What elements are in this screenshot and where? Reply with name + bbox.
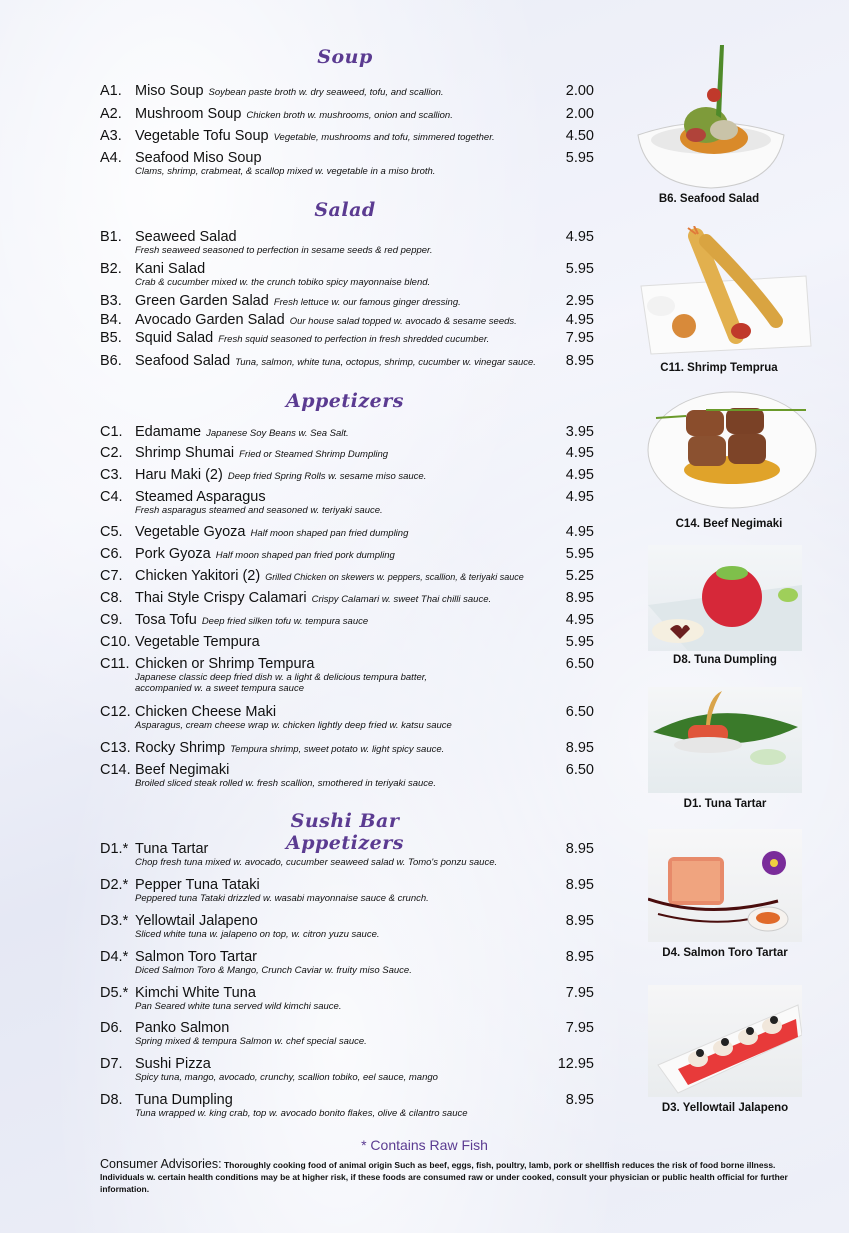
- item-description: Half moon shaped pan fried dumpling: [250, 528, 409, 539]
- photo-caption: D8. Tuna Dumpling: [673, 654, 777, 666]
- item-name: Chicken or Shrimp Tempura: [135, 656, 315, 672]
- menu-item-c8: [100, 590, 594, 606]
- item-name: Pork Gyoza: [135, 546, 211, 562]
- item-code: C10.: [100, 634, 131, 650]
- item-description: Half moon shaped pan fried pork dumpling: [215, 550, 395, 561]
- item-price: 12.95: [557, 1056, 594, 1072]
- menu-item-a3: [100, 128, 594, 144]
- item-description: Tempura shrimp, sweet potato w. light spicy sauce.: [230, 744, 445, 755]
- item-code: C5.: [100, 524, 123, 540]
- salmon-toro-tartar-photo: [648, 829, 802, 942]
- item-code: C12.: [100, 704, 131, 720]
- menu-item-a1: [100, 83, 594, 99]
- menu-item-d7: [100, 1056, 594, 1083]
- item-description: Spring mixed & tempura Salmon w. chef special sauce.: [135, 1036, 367, 1047]
- item-name: Chicken Yakitori (2): [135, 568, 261, 584]
- item-description: Tuna wrapped w. king crab, top w. avocado bonito flakes, olive & cilantro sauce: [135, 1108, 468, 1119]
- menu-item-c2: [100, 445, 594, 461]
- item-name: Vegetable Tempura: [135, 634, 260, 650]
- menu-item-a4: [100, 150, 594, 177]
- item-code: C6.: [100, 546, 123, 562]
- item-price: 7.95: [565, 985, 594, 1001]
- item-price: 4.95: [565, 524, 594, 540]
- photo-caption: D4. Salmon Toro Tartar: [662, 947, 788, 959]
- advisory-label: Consumer Advisories:: [100, 1157, 222, 1171]
- photo-caption: D1. Tuna Tartar: [683, 798, 767, 810]
- item-description: Peppered tuna Tataki drizzled w. wasabi mayonnaise sauce & crunch.: [135, 893, 429, 904]
- item-name: Sushi Pizza: [135, 1056, 211, 1072]
- item-name: Tuna Dumpling: [135, 1092, 233, 1108]
- menu-item-c7: [100, 568, 594, 584]
- photo-caption: C14. Beef Negimaki: [675, 518, 783, 530]
- item-name: Beef Negimaki: [135, 762, 230, 778]
- item-price: 5.95: [565, 634, 594, 650]
- item-code: C2.: [100, 445, 123, 461]
- item-description: Spicy tuna, mango, avocado, crunchy, scallion tobiko, eel sauce, mango: [135, 1072, 438, 1083]
- item-price: 5.95: [565, 546, 594, 562]
- item-name: Seafood Miso Soup: [135, 150, 262, 166]
- advisory-text: Thoroughly cooking food of animal origin Such as beef, eggs, fish, poultry, lamb, pork or shellfish reduces the risk of food borne illness.: [223, 1160, 776, 1170]
- menu-item-b2: [100, 261, 594, 288]
- tuna-tartar-photo: [648, 687, 802, 793]
- item-name: Mushroom Soup: [135, 106, 242, 122]
- consumer-advisory: [100, 1158, 820, 1195]
- item-code: D2.*: [100, 877, 129, 893]
- menu-item-b3: [100, 293, 594, 309]
- item-description: Broiled sliced steak rolled w. fresh scallion, smothered in teriyaki sauce.: [135, 778, 436, 789]
- menu-item-c10: [100, 634, 594, 650]
- item-price: 5.25: [565, 568, 594, 584]
- item-code: A1.: [100, 83, 122, 99]
- item-description: Our house salad topped w. avocado & sesame seeds.: [289, 316, 517, 327]
- tuna-dumpling-photo: [648, 545, 802, 651]
- item-price: 2.95: [565, 293, 594, 309]
- menu-item-d2: [100, 877, 594, 904]
- item-price: 8.95: [565, 590, 594, 606]
- menu-item-c9: [100, 612, 594, 628]
- item-name: Haru Maki (2): [135, 467, 223, 483]
- item-code: B6.: [100, 353, 122, 369]
- menu-item-d6: [100, 1020, 594, 1047]
- item-code: D8.: [100, 1092, 123, 1108]
- item-name: Avocado Garden Salad: [135, 312, 285, 328]
- menu-item-c13: [100, 740, 594, 756]
- item-price: 4.95: [565, 229, 594, 245]
- menu-item-d1: [100, 841, 594, 868]
- item-code: C4.: [100, 489, 123, 505]
- menu-item-b6: [100, 353, 594, 369]
- item-price: 2.00: [565, 106, 594, 122]
- item-code: C8.: [100, 590, 123, 606]
- item-price: 4.95: [565, 312, 594, 328]
- menu-item-c6: [100, 546, 594, 562]
- item-price: 4.95: [565, 612, 594, 628]
- item-price: 8.95: [565, 740, 594, 756]
- item-code: B1.: [100, 229, 122, 245]
- item-price: 7.95: [565, 1020, 594, 1036]
- item-name: Steamed Asparagus: [135, 489, 266, 505]
- photo-caption: C11. Shrimp Temprua: [660, 362, 778, 374]
- item-name: Thai Style Crispy Calamari: [135, 590, 307, 606]
- beef-negimaki-photo: [646, 388, 818, 512]
- item-description: Japanese classic deep fried dish w. a light & delicious tempura batter,: [135, 672, 428, 683]
- item-name: Miso Soup: [135, 83, 204, 99]
- item-code: A3.: [100, 128, 122, 144]
- item-code: C3.: [100, 467, 123, 483]
- menu-item-c3: [100, 467, 594, 483]
- item-price: 8.95: [565, 877, 594, 893]
- item-description: Fresh squid seasoned to perfection in fresh shredded cucumber.: [218, 334, 490, 345]
- section-title-appetizers: Appetizers: [286, 390, 404, 412]
- menu-item-b4: [100, 312, 594, 328]
- item-price: 8.95: [565, 949, 594, 965]
- item-description: Chicken broth w. mushrooms, onion and scallion.: [246, 110, 453, 121]
- item-price: 6.50: [565, 656, 594, 672]
- item-code: A2.: [100, 106, 122, 122]
- item-description: Chop fresh tuna mixed w. avocado, cucumber seaweed salad w. Tomo's ponzu sauce.: [135, 857, 498, 868]
- item-code: D7.: [100, 1056, 123, 1072]
- item-name: Chicken Cheese Maki: [135, 704, 277, 720]
- item-name: Panko Salmon: [135, 1020, 230, 1036]
- item-description: Tuna, salmon, white tuna, octopus, shrimp, cucumber w. vinegar sauce.: [235, 357, 536, 368]
- item-code: B4.: [100, 312, 122, 328]
- item-price: 4.95: [565, 467, 594, 483]
- item-description: Vegetable, mushrooms and tofu, simmered together.: [273, 132, 495, 143]
- item-code: C7.: [100, 568, 123, 584]
- item-price: 6.50: [565, 762, 594, 778]
- item-description: Deep fried Spring Rolls w. sesame miso sauce.: [227, 471, 427, 482]
- item-code: B2.: [100, 261, 122, 277]
- item-description: Asparagus, cream cheese wrap w. chicken lightly deep fried w. katsu sauce: [135, 720, 452, 731]
- menu-item-c11: [100, 656, 594, 694]
- item-price: 8.95: [565, 913, 594, 929]
- item-name: Squid Salad: [135, 330, 214, 346]
- item-price: 8.95: [565, 353, 594, 369]
- item-name: Shrimp Shumai: [135, 445, 235, 461]
- item-description: Soybean paste broth w. dry seaweed, tofu, and scallion.: [208, 87, 444, 98]
- item-description: Crispy Calamari w. sweet Thai chilli sauce.: [311, 594, 492, 605]
- item-price: 3.95: [565, 424, 594, 440]
- item-description: Clams, shrimp, crabmeat, & scallop mixed w. vegetable in a miso broth.: [135, 166, 436, 177]
- item-code: B3.: [100, 293, 122, 309]
- item-name: Kani Salad: [135, 261, 206, 277]
- section-title-sushi-bar: Sushi Bar Appetizers: [286, 810, 404, 854]
- raw-fish-footnote: * Contains Raw Fish: [361, 1137, 488, 1153]
- seafood-salad-photo: [636, 40, 786, 190]
- item-code: D6.: [100, 1020, 123, 1036]
- item-description: Fresh asparagus steamed and seasoned w. teriyaki sauce.: [135, 505, 383, 516]
- item-price: 4.50: [565, 128, 594, 144]
- item-description: Fried or Steamed Shrimp Dumpling: [239, 449, 389, 460]
- menu-item-d3: [100, 913, 594, 940]
- item-description: Sliced white tuna w. jalapeno on top, w. citron yuzu sauce.: [135, 929, 380, 940]
- item-name: Pepper Tuna Tataki: [135, 877, 260, 893]
- item-description: Fresh lettuce w. our famous ginger dressing.: [273, 297, 461, 308]
- item-price: 4.95: [565, 489, 594, 505]
- item-price: 4.95: [565, 445, 594, 461]
- item-code: B5.: [100, 330, 122, 346]
- item-name: Edamame: [135, 424, 202, 440]
- item-price: 5.95: [565, 261, 594, 277]
- item-name: Tosa Tofu: [135, 612, 197, 628]
- item-name: Rocky Shrimp: [135, 740, 226, 756]
- item-code: C14.: [100, 762, 131, 778]
- item-code: D5.*: [100, 985, 129, 1001]
- item-code: C1.: [100, 424, 123, 440]
- shrimp-tempura-photo: [636, 226, 816, 358]
- item-name: Seaweed Salad: [135, 229, 237, 245]
- item-price: 8.95: [565, 1092, 594, 1108]
- menu-item-d8: [100, 1092, 594, 1119]
- menu-item-c1: [100, 424, 594, 440]
- menu-item-d4: [100, 949, 594, 976]
- item-code: C13.: [100, 740, 131, 756]
- item-description: Grilled Chicken on skewers w. peppers, scallion, & teriyaki sauce: [265, 572, 524, 582]
- menu-item-a2: [100, 106, 594, 122]
- yellowtail-jalapeno-photo: [648, 985, 802, 1097]
- item-name: Tuna Tartar: [135, 841, 209, 857]
- item-description-cont: accompanied w. a sweet tempura sauce: [135, 683, 304, 694]
- item-name: Salmon Toro Tartar: [135, 949, 257, 965]
- photo-caption: D3. Yellowtail Jalapeno: [661, 1102, 789, 1114]
- menu-item-c5: [100, 524, 594, 540]
- section-title-soup: Soup: [317, 46, 373, 68]
- menu-item-b1: [100, 229, 594, 256]
- menu-item-c4: [100, 489, 594, 516]
- item-name: Vegetable Gyoza: [135, 524, 246, 540]
- item-description: Deep fried silken tofu w. tempura sauce: [201, 616, 369, 627]
- menu-item-c14: [100, 762, 594, 789]
- item-description: Diced Salmon Toro & Mango, Crunch Caviar w. fruity miso Sauce.: [135, 965, 412, 976]
- item-description: Pan Seared white tuna served wild kimchi sauce.: [135, 1001, 342, 1012]
- item-name: Yellowtail Jalapeno: [135, 913, 258, 929]
- item-code: A4.: [100, 150, 122, 166]
- item-code: D1.*: [100, 841, 129, 857]
- item-description: Crab & cucumber mixed w. the crunch tobiko spicy mayonnaise blend.: [135, 277, 431, 288]
- menu-item-b5: [100, 330, 594, 346]
- item-code: C11.: [100, 656, 130, 672]
- section-title-salad: Salad: [314, 199, 376, 221]
- item-name: Kimchi White Tuna: [135, 985, 256, 1001]
- item-code: C9.: [100, 612, 123, 628]
- item-price: 2.00: [565, 83, 594, 99]
- item-price: 7.95: [565, 330, 594, 346]
- photo-caption: B6. Seafood Salad: [658, 193, 760, 205]
- item-description: Japanese Soy Beans w. Sea Salt.: [206, 428, 349, 439]
- advisory-text-cont: Individuals w. certain health conditions may be at higher risk, if these foods are consumed raw or under cooked, consult your physician or public health official for further information.: [100, 1172, 788, 1194]
- item-name: Vegetable Tofu Soup: [135, 128, 269, 144]
- menu-item-d5: [100, 985, 594, 1012]
- item-name: Seafood Salad: [135, 353, 231, 369]
- item-name: Green Garden Salad: [135, 293, 269, 309]
- menu-item-c12: [100, 704, 594, 731]
- item-price: 8.95: [565, 841, 594, 857]
- item-description: Fresh seaweed seasoned to perfection in sesame seeds & red pepper.: [135, 245, 433, 256]
- item-price: 6.50: [565, 704, 594, 720]
- item-code: D4.*: [100, 949, 129, 965]
- item-price: 5.95: [565, 150, 594, 166]
- item-code: D3.*: [100, 913, 129, 929]
